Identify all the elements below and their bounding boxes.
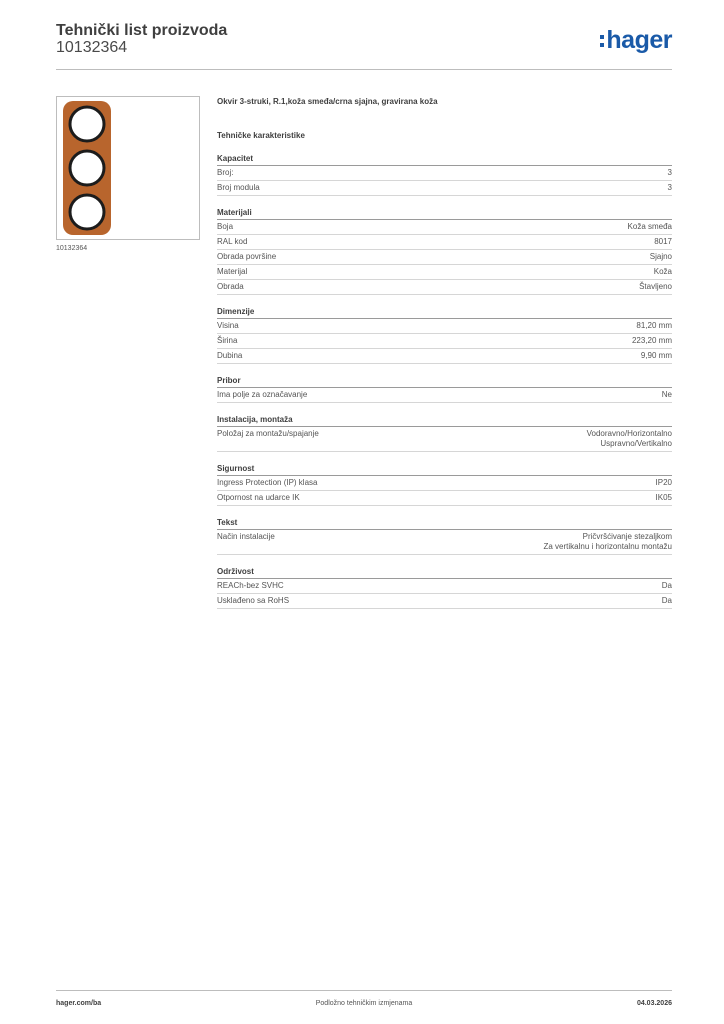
spec-row xyxy=(217,530,672,555)
frame-opening-2 xyxy=(70,151,104,185)
spec-label: Obrada xyxy=(217,282,244,291)
spec-row xyxy=(217,250,672,265)
spec-row xyxy=(217,491,672,506)
product-image-caption: 10132364 xyxy=(56,245,88,252)
spec-group xyxy=(217,414,672,452)
spec-group-title: Tekst xyxy=(217,517,672,530)
spec-label: Visina xyxy=(217,321,239,330)
spec-value: Sjajno xyxy=(649,252,672,261)
spec-group xyxy=(217,375,672,403)
spec-value: 3 xyxy=(667,183,672,192)
spec-label: Ingress Protection (IP) klasa xyxy=(217,478,318,487)
spec-label: Boja xyxy=(217,222,234,231)
spec-label: Dubina xyxy=(217,351,243,360)
page-header xyxy=(56,20,672,70)
spec-group-title: Pribor xyxy=(217,375,672,388)
section-heading: Tehničke karakteristike xyxy=(217,131,305,140)
spec-value: Koža smeđa xyxy=(627,222,672,231)
spec-group-title: Instalacija, montaža xyxy=(217,414,672,427)
spec-value: IP20 xyxy=(655,478,672,487)
spec-row xyxy=(217,280,672,295)
footer-disclaimer: Podložno tehničkim izmjenama xyxy=(315,1000,413,1007)
spec-value: IK05 xyxy=(655,493,672,502)
footer-website: hager.com/ba xyxy=(56,1000,102,1007)
spec-group xyxy=(217,566,672,609)
spec-group-title: Dimenzije xyxy=(217,306,672,319)
spec-group-title: Sigurnost xyxy=(217,463,672,476)
footer-date: 04.03.2026 xyxy=(636,1000,672,1007)
spec-row xyxy=(217,427,672,452)
spec-label: Broj modula xyxy=(217,183,260,192)
spec-label: Položaj za montažu/spajanje xyxy=(217,429,319,438)
spec-group-title: Održivost xyxy=(217,566,672,579)
spec-label: Materijal xyxy=(217,267,248,276)
product-image xyxy=(56,96,200,240)
spec-row xyxy=(217,319,672,334)
spec-row xyxy=(217,265,672,280)
spec-row xyxy=(217,166,672,181)
spec-label: Usklađeno sa RoHS xyxy=(217,596,290,605)
document-number: 10132364 xyxy=(56,39,128,56)
spec-group xyxy=(217,306,672,364)
spec-row xyxy=(217,579,672,594)
spec-label: Ima polje za označavanje xyxy=(217,390,308,399)
page-footer xyxy=(56,990,672,1014)
frame-opening-1 xyxy=(70,107,104,141)
spec-groups xyxy=(217,153,672,609)
frame-opening-3 xyxy=(70,195,104,229)
spec-value: 223,20 mm xyxy=(631,336,672,345)
spec-row xyxy=(217,220,672,235)
spec-row xyxy=(217,181,672,196)
spec-value: Da xyxy=(661,581,672,590)
spec-label: RAL kod xyxy=(217,237,248,246)
spec-value: Da xyxy=(661,596,672,605)
spec-value: Štavljeno xyxy=(639,282,672,291)
spec-row xyxy=(217,388,672,403)
spec-value: Koža xyxy=(653,267,672,276)
hager-logo xyxy=(600,26,672,55)
spec-value: 9,90 mm xyxy=(640,351,672,360)
spec-content xyxy=(217,96,672,609)
document-title: Tehnički list proizvoda xyxy=(56,22,228,39)
spec-row xyxy=(217,594,672,609)
product-name: Okvir 3-struki, R.1,koža smeđa/crna sjajna, gravirana koža xyxy=(217,97,438,106)
spec-group-title: Materijali xyxy=(217,207,672,220)
spec-label: Otpornost na udarce IK xyxy=(217,493,300,502)
spec-value: 81,20 mm xyxy=(636,321,672,330)
spec-label: Širina xyxy=(217,336,238,345)
spec-label: Način instalacije xyxy=(217,532,275,541)
logo-text: hager xyxy=(606,26,672,54)
spec-value: Vodoravno/Horizontalno Uspravno/Vertikalno xyxy=(586,429,672,448)
spec-group xyxy=(217,463,672,506)
spec-label: Obrada površine xyxy=(217,252,277,261)
spec-group xyxy=(217,153,672,196)
frame-illustration xyxy=(57,97,199,239)
spec-group xyxy=(217,207,672,295)
spec-label: REACh-bez SVHC xyxy=(217,581,284,590)
spec-row xyxy=(217,349,672,364)
spec-group xyxy=(217,517,672,555)
spec-row xyxy=(217,476,672,491)
spec-value: Ne xyxy=(661,390,672,399)
spec-value: 3 xyxy=(667,168,672,177)
spec-row xyxy=(217,235,672,250)
spec-value: 8017 xyxy=(654,237,672,246)
spec-group-title: Kapacitet xyxy=(217,153,672,166)
logo-dots-icon xyxy=(600,33,604,49)
spec-value: Pričvršćivanje stezaljkom Za vertikalnu i horizontalnu montažu xyxy=(543,532,672,551)
spec-label: Broj: xyxy=(217,168,234,177)
spec-row xyxy=(217,334,672,349)
